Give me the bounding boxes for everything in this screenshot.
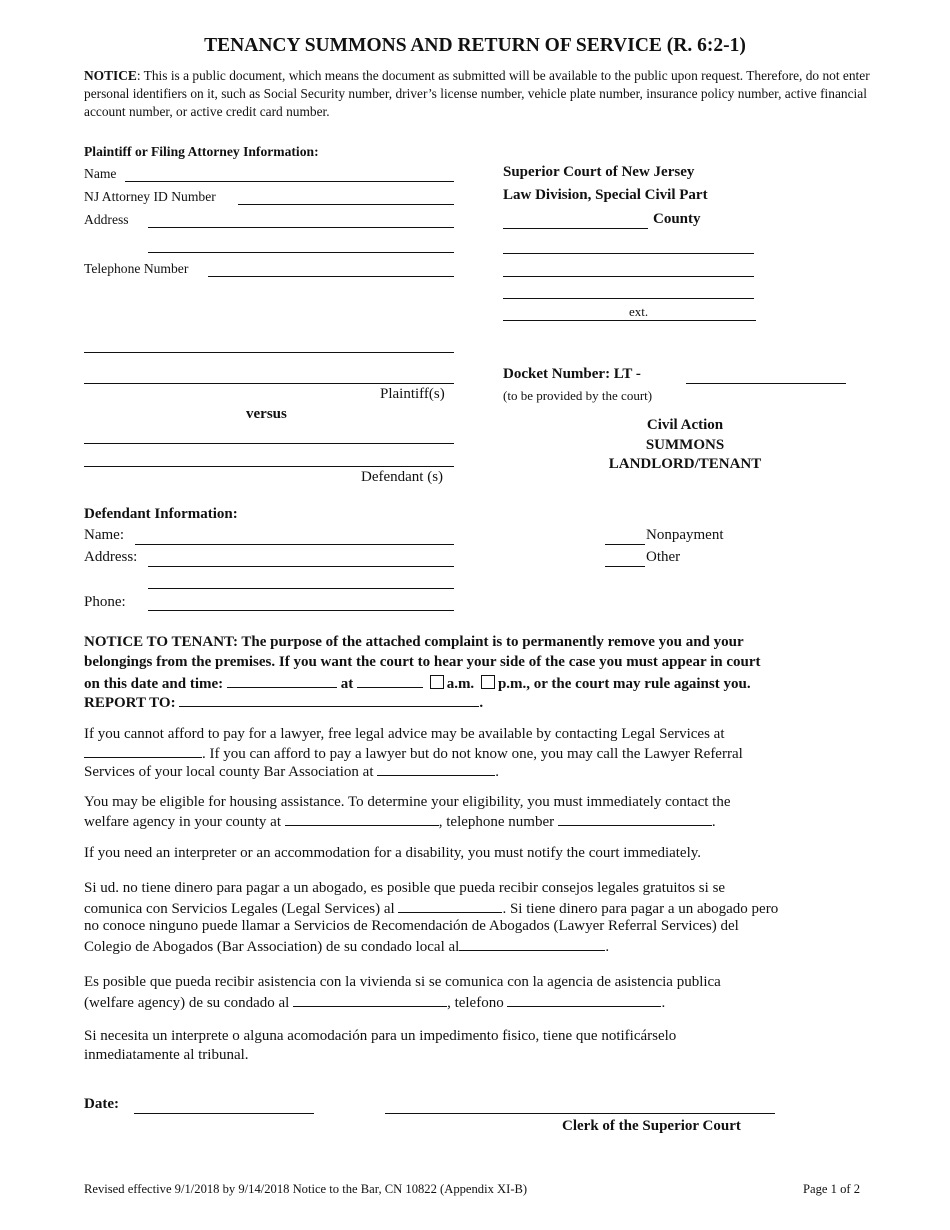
plaintiff-name-label: Name (84, 166, 117, 181)
es-housing-line2: (welfare agency) de su condado al , telefono . (84, 995, 666, 1011)
es-welfare-text: (welfare agency) de su condado al (84, 995, 290, 1011)
notice-label: NOTICE (84, 68, 137, 83)
revision-footer: Revised effective 9/1/2018 by 9/14/2018 Notice to the Bar, CN 10822 (Appendix XI-B) (84, 1182, 528, 1196)
court-division: Law Division, Special Civil Part (503, 187, 708, 203)
plaintiff-address-field-2[interactable] (148, 252, 454, 253)
pm-label: p.m., or the court may rule against you. (497, 676, 751, 692)
welfare-agency-text: welfare agency in your county at (84, 814, 281, 830)
legal-services-phone-field[interactable] (84, 744, 202, 758)
defendant-address-field-2[interactable] (148, 588, 454, 589)
plaintiff-info-heading: Plaintiff or Filing Attorney Information: (84, 144, 319, 159)
legal-services-text: . If you can afford to pay a lawyer but do not know one, you may call the Lawyer Referral (202, 746, 743, 762)
plaintiff-telephone-field[interactable] (208, 276, 454, 277)
appearance-time-field[interactable] (357, 674, 423, 688)
defendant-address-label: Address: (84, 549, 138, 565)
docket-number-field[interactable] (686, 383, 846, 384)
am-label: a.m. (446, 676, 475, 692)
date-field[interactable] (134, 1113, 314, 1114)
report-to-field[interactable] (179, 693, 479, 707)
notice-text: : This is a public document, which means the document as submitted will be available to the public upon request. Therefore, do not enter personal identifiers on it, such as Social Security number, driver’s license number, vehicle plate number, insurance policy number, active financial account number, or active credit card number. (84, 68, 870, 119)
defendant-phone-label: Phone: (84, 594, 126, 610)
action-type: Civil Action (646, 417, 724, 433)
es-telefono-text: , telefono (447, 995, 504, 1011)
action-summons: SUMMONS (645, 437, 725, 453)
court-phone-field[interactable] (503, 320, 756, 321)
tenant-notice-line3 (84, 674, 751, 693)
lawyer-referral-phone-field[interactable] (377, 762, 495, 776)
defendant-name-label: Name: (84, 527, 124, 543)
plaintiff-telephone-label: Telephone Number (84, 261, 189, 276)
welfare-agency-field[interactable] (285, 812, 439, 826)
plaintiff-caption-field-2[interactable] (84, 383, 454, 384)
es-telefono-field[interactable] (507, 993, 661, 1007)
housing-line1: You may be eligible for housing assistance. To determine your eligibility, you must immediately contact the (84, 794, 731, 810)
nonpayment-checkline[interactable] (605, 544, 645, 545)
es-bar-association-text: Colegio de Abogados (Bar Association) de su condado local al (84, 939, 460, 955)
other-checkline[interactable] (605, 566, 645, 567)
defendant-phone-field[interactable] (148, 610, 454, 611)
am-checkbox[interactable] (430, 675, 444, 689)
lawyer-referral-text: Services of your local county Bar Association at (84, 764, 374, 780)
court-name: Superior Court of New Jersey (503, 164, 695, 180)
plaintiffs-label: Plaintiff(s) (380, 386, 445, 402)
date-label: Date: (84, 1096, 119, 1112)
court-address-field-1[interactable] (503, 253, 754, 254)
tenant-notice-line1: NOTICE TO TENANT: The purpose of the attached complaint is to permanently remove you and your (84, 634, 744, 650)
es-legal-services-text: comunica con Servicios Legales (Legal Services) al (84, 901, 395, 917)
clerk-label: Clerk of the Superior Court (562, 1118, 741, 1134)
nonpayment-label: Nonpayment (646, 527, 724, 543)
welfare-telephone-text: , telephone number (438, 814, 555, 830)
pm-checkbox[interactable] (481, 675, 495, 689)
plaintiff-caption-field-1[interactable] (84, 352, 454, 353)
court-address-field-2[interactable] (503, 276, 754, 277)
clerk-signature-field[interactable] (385, 1113, 775, 1114)
docket-number-label: Docket Number: LT - (503, 366, 641, 382)
defendant-caption-field-1[interactable] (84, 443, 454, 444)
attorney-id-label: NJ Attorney ID Number (84, 189, 216, 204)
docket-note: (to be provided by the court) (503, 388, 653, 403)
housing-line2: welfare agency in your county at , telephone number . (84, 814, 716, 830)
welfare-telephone-field[interactable] (558, 812, 712, 826)
public-notice (84, 67, 874, 121)
es-interpreter-line2: inmediatamente al tribunal. (84, 1047, 249, 1063)
report-to-label: REPORT TO: (84, 695, 176, 711)
defendant-info-heading: Defendant Information: (84, 506, 238, 522)
attorney-id-field[interactable] (238, 204, 454, 205)
es-interpreter-line1: Si necesita un interprete o alguna acomodación para un impedimento fisico, tiene que notificárselo (84, 1028, 677, 1044)
ext-label: ext. (629, 304, 649, 319)
interpreter-notice: If you need an interpreter or an accommodation for a disability, you must notify the court immediately. (84, 845, 702, 861)
legal-services-line1: If you cannot afford to pay for a lawyer, free legal advice may be available by contacting Legal Services at (84, 726, 725, 742)
county-field[interactable] (503, 228, 648, 229)
legal-services-line2 (84, 744, 743, 763)
defendants-label: Defendant (s) (361, 469, 444, 485)
appearance-date-label: on this date and time: (84, 676, 224, 692)
other-label: Other (646, 549, 681, 565)
es-bar-association-field[interactable] (459, 937, 605, 951)
tenant-notice-line2: belongings from the premises. If you want the court to hear your side of the case you must appear in court (84, 654, 761, 670)
es-legal-line1: Si ud. no tiene dinero para pagar a un abogado, es posible que pueda recibir consejos legales gratuitos si se (84, 880, 726, 896)
es-legal-line3: no conoce ninguno puede llamar a Servicios de Recomendación de Abogados (Lawyer Referral Services) del (84, 918, 739, 934)
court-address-field-3[interactable] (503, 298, 754, 299)
es-legal-line2 (84, 899, 778, 918)
es-housing-line1: Es posible que pueda recibir asistencia con la vivienda si se comunica con la agencia de asistencia publica (84, 974, 721, 990)
page-title: TENANCY SUMMONS AND RETURN OF SERVICE (R. 6:2-1) (204, 35, 746, 56)
es-legal-services-field[interactable] (398, 899, 502, 913)
defendant-name-field[interactable] (135, 544, 454, 545)
es-legal-text-b: . Si tiene dinero para pagar a un abogado pero (502, 901, 779, 917)
plaintiff-address-field-1[interactable] (148, 227, 454, 228)
versus-label: versus (246, 406, 287, 422)
defendant-address-field-1[interactable] (148, 566, 454, 567)
es-legal-line4: Colegio de Abogados (Bar Association) de su condado local al . (84, 939, 610, 955)
legal-services-line3: Services of your local county Bar Association at . (84, 764, 500, 780)
report-to-line: REPORT TO: . (84, 695, 484, 711)
es-welfare-field[interactable] (293, 993, 447, 1007)
page-number: Page 1 of 2 (803, 1182, 861, 1196)
action-landlord-tenant: LANDLORD/TENANT (608, 456, 762, 472)
plaintiff-address-label: Address (84, 212, 129, 227)
appearance-date-field[interactable] (227, 674, 337, 688)
plaintiff-name-field[interactable] (125, 181, 454, 182)
appearance-at-label: at (340, 676, 354, 692)
defendant-caption-field-2[interactable] (84, 466, 454, 467)
county-label: County (653, 211, 701, 227)
